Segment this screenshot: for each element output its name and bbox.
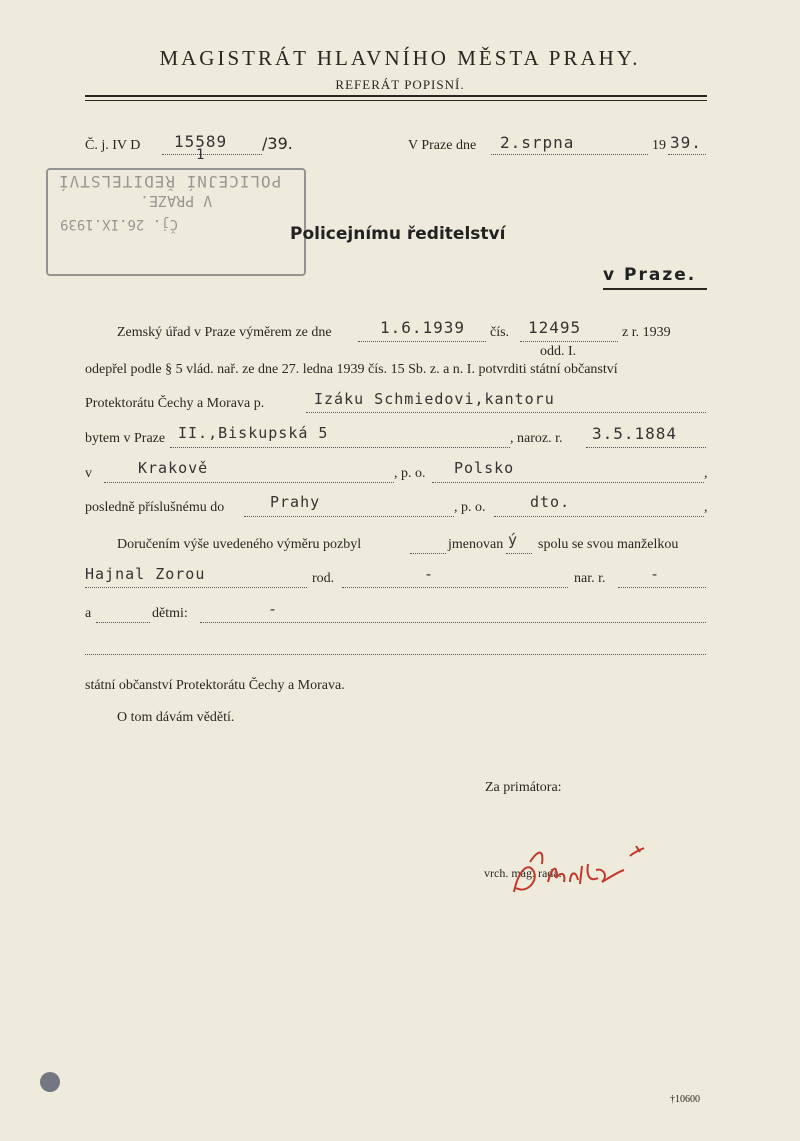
line9-dots: [200, 622, 706, 623]
line5-po-label: , p. o.: [394, 466, 426, 481]
ref-prefix: Č. j. IV D: [85, 138, 141, 153]
line8-dash2: -: [650, 565, 661, 583]
body-line5-text: v: [85, 466, 92, 481]
ref-number: 15589: [174, 132, 228, 151]
line6-place: Prahy: [270, 493, 321, 511]
line1-cis: 12495: [528, 318, 582, 337]
line8-name: Hajnal Zorou: [85, 565, 206, 583]
addressee-line1: Policejnímu ředitelství: [290, 224, 506, 244]
addressee-underline: [603, 288, 707, 290]
line1-date-dots: [358, 341, 486, 342]
line4-born: 3.5.1884: [592, 424, 678, 443]
line6-po: dto.: [530, 493, 571, 511]
body-line1-text: Zemský úřad v Praze výměrem ze dne: [117, 325, 332, 340]
line4-dots: [170, 447, 510, 448]
line5-place-dots: [104, 482, 394, 483]
line9-a-dots: [96, 622, 150, 623]
place-date-label: V Praze dne: [408, 138, 477, 153]
line5-place: Krakově: [138, 459, 209, 477]
body-line3-text: Protektorátu Čechy a Morava p.: [85, 396, 265, 411]
line5-country: Polsko: [454, 459, 515, 477]
line4-address: II.,Biskupská 5: [178, 424, 329, 442]
ink-stain: [40, 1072, 60, 1092]
line3-dots: [306, 412, 706, 413]
police-stamp: [46, 168, 306, 276]
body-line11-text: státní občanství Protektorátu Čechy a Morava.: [85, 678, 345, 693]
body-line12-text: O tom dávám vědětí.: [117, 710, 235, 725]
stamp-line3: Čj. 26.IX.1939: [60, 216, 179, 232]
header-title: MAGISTRÁT HLAVNÍHO MĚSTA PRAHY.: [159, 46, 641, 70]
body-line7-text: Doručením výše uvedeného výměru pozbyl: [117, 537, 362, 552]
line6-place-dots: [244, 516, 454, 517]
line9-a: a: [85, 606, 92, 621]
line7-rest: spolu se svou manželkou: [538, 537, 679, 552]
ref-sub-number: 1: [196, 147, 206, 163]
ref-date: 2.srpna: [500, 133, 575, 152]
line6-po-label: , p. o.: [454, 500, 486, 515]
line7-suffix-dots: [506, 553, 532, 554]
ref-number-line: [162, 154, 262, 155]
stamp-line2: V PRAZE.: [140, 192, 213, 210]
closing-vrch: vrch. mag. rada.: [484, 866, 562, 880]
line3-name: Izáku Schmiedovi,kantoru: [314, 390, 555, 408]
header-subtitle: REFERÁT POPISNÍ.: [335, 77, 465, 92]
line9-deti: dětmi:: [152, 606, 188, 621]
addressee-line2: v Praze.: [603, 265, 697, 285]
line8-nar: nar. r.: [574, 571, 606, 586]
header-rule-thin: [85, 100, 707, 101]
line5-country-dots: [432, 482, 704, 483]
line8-name-dots: [85, 587, 307, 588]
line8-nar-dots: [618, 587, 706, 588]
line8-rod-dots: [342, 587, 568, 588]
year-line: [668, 154, 706, 155]
line9-dash: -: [268, 600, 279, 618]
footer-code: †10600: [670, 1094, 700, 1105]
stamp-line1: POLICEJNÍ ŘEDITELSTVÍ: [58, 172, 282, 191]
ref-date-year: 39.: [670, 133, 702, 152]
line1-cis-label: čís.: [490, 325, 510, 340]
line5-end: ,: [704, 466, 708, 481]
signature-image: [508, 842, 668, 902]
date-line: [491, 154, 648, 155]
line10-dots: [85, 654, 706, 655]
line1-date: 1.6.1939: [380, 318, 466, 337]
line8-rod: rod.: [312, 571, 335, 586]
line4-born-label: , naroz. r.: [510, 431, 563, 446]
header-rule-thick: [85, 95, 707, 97]
body-line2-text: odepřel podle § 5 vlád. nař. ze dne 27. ledna 1939 čís. 15 Sb. z. a n. I. potvrditi státní občanství: [85, 362, 618, 377]
closing-za: Za primátora:: [485, 780, 562, 795]
body-line6-text: posledně příslušnému do: [85, 500, 225, 515]
line7-suffix: ý: [508, 531, 519, 549]
line8-dash: -: [424, 565, 435, 583]
line7-dots: [410, 553, 446, 554]
year-prefix: 19: [652, 138, 666, 153]
ref-year: /39.: [262, 134, 293, 153]
body-line4-text: bytem v Praze: [85, 431, 166, 446]
line1-year: z r. 1939: [622, 325, 671, 340]
line7-jmen: jmenovan: [448, 537, 504, 552]
line1-cis-dots: [520, 341, 618, 342]
line6-po-dots: [494, 516, 704, 517]
line4-born-dots: [586, 447, 706, 448]
line6-end: ,: [704, 500, 708, 515]
line1-odd: odd. I.: [540, 344, 577, 359]
